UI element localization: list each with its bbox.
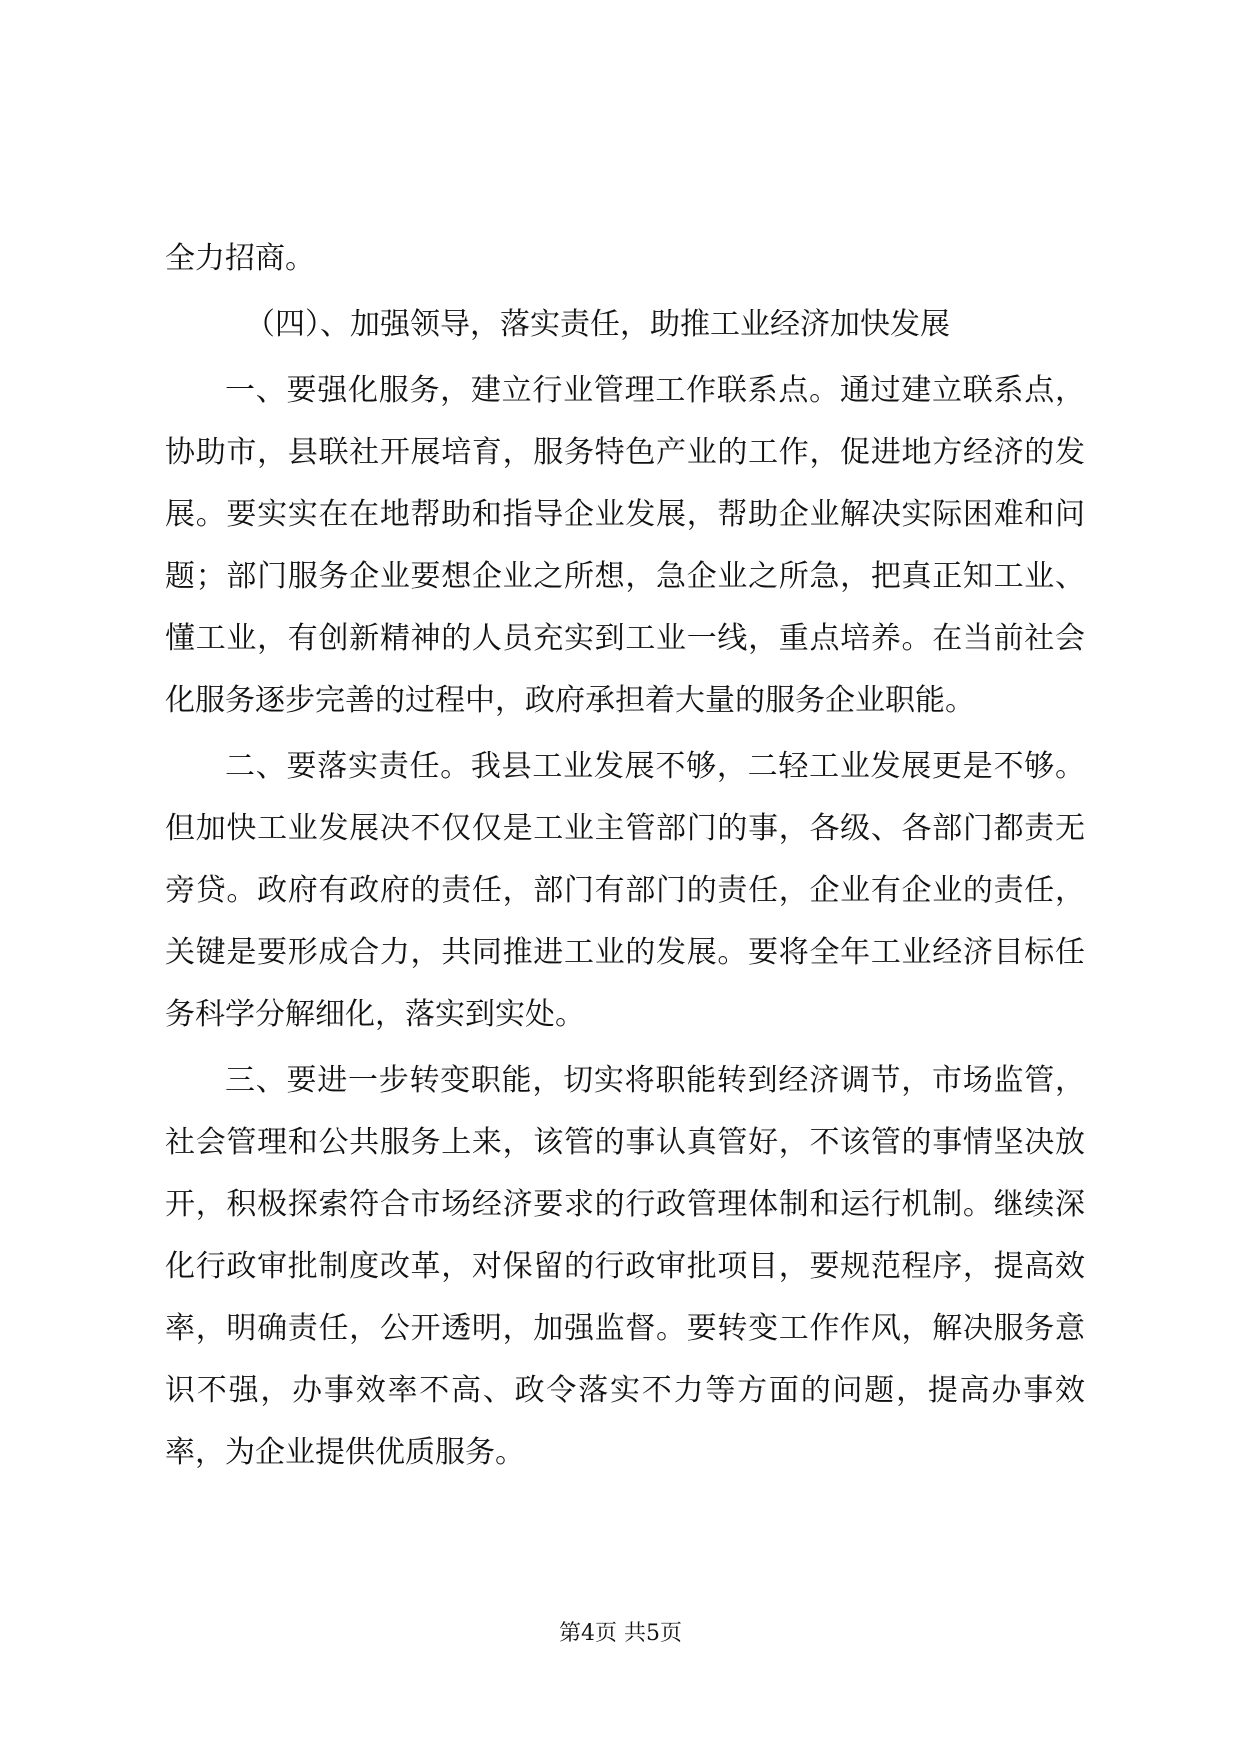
page-number-footer: 第4页 共5页 bbox=[559, 1621, 682, 1646]
section-heading: （四）、加强领导，落实责任，助推工业经济加快发展 bbox=[245, 307, 950, 342]
paragraph-item-2: 二、要落实责任。我县工业发展不够，二轻工业发展更是不够。但加快工业发展决不仅仅是工业主管部门的事，各级、各部门都责无旁贷。政府有政府的责任，部门有部门的责任，企业有企业的责任，关键是要形成合力，共同推进工业的发展。要将全年工业经济目标任务科学分解细化，落实到实处。 bbox=[165, 749, 1085, 1032]
document-body bbox=[165, 228, 1085, 1484]
paragraph-item-3: 三、要进一步转变职能，切实将职能转到经济调节，市场监管，社会管理和公共服务上来，该管的事认真管好，不该管的事情坚决放开，积极探索符合市场经济要求的行政管理体制和运行机制。继续深化行政审批制度改革，对保留的行政审批项目，要规范程序，提高效率，明确责任，公开透明，加强监督。要转变工作作风，解决服务意识不强，办事效率不高、政令落实不力等方面的问题，提高办事效率，为企业提供优质服务。 bbox=[165, 1063, 1085, 1470]
paragraph-continuation: 全力招商。 bbox=[165, 241, 315, 276]
paragraph-item-1: 一、要强化服务，建立行业管理工作联系点。通过建立联系点，协助市，县联社开展培育，服务特色产业的工作，促进地方经济的发展。要实实在在地帮助和指导企业发展，帮助企业解决实际困难和问题；部门服务企业要想企业之所想，急企业之所急，把真正知工业、懂工业，有创新精神的人员充实到工业一线，重点培养。在当前社会化服务逐步完善的过程中，政府承担着大量的服务企业职能。 bbox=[165, 373, 1085, 718]
